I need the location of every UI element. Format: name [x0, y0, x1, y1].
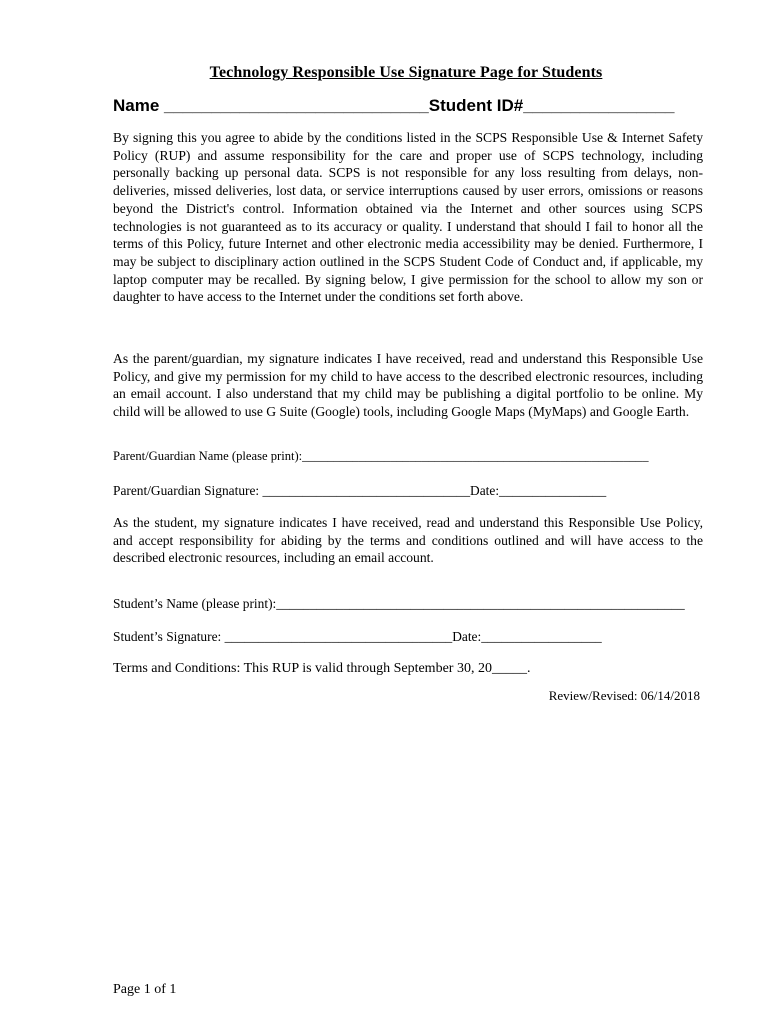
agreement-paragraph: By signing this you agree to abide by the conditions listed in the SCPS Responsible Use & Internet Safety Policy (RUP) and assume responsibility for the care and proper use of SCPS technology, including personally backing up personal data. SCPS is not responsible for any loss resulting from delays, non-deliveries, missed deliveries, lost data, or service interruptions caused by user errors, omissions or reasons beyond the District's control. Information obtained via the Internet and other sources using SCPS technologies is not guaranteed as to its accuracy or quality. I understand that should I fail to honor all the terms of this Policy, future Internet and other electronic media accessibility may be denied. Furthermore, I may be subject to disciplinary action outlined in the SCPS Student Code of Conduct and, if applicable, my laptop computer may be recalled. By signing below, I give permission for the school to allow my son or daughter to have access to the Internet under the conditions set forth above.: [113, 130, 703, 305]
page-title: Technology Responsible Use Signature Page for Students: [209, 64, 603, 81]
name-student-id-line: Name ____________________________Student ID#________________: [113, 96, 675, 115]
terms-and-conditions: Terms and Conditions: This RUP is valid through September 30, 20_____.: [113, 661, 531, 676]
page-number: Page 1 of 1: [113, 982, 177, 997]
revision-date: Review/Revised: 06/14/2018: [548, 688, 700, 703]
student-consent-paragraph: As the student, my signature indicates I have received, read and understand this Responsible Use Policy, and accept responsibility for abiding by the terms and conditions outlined and will have access to the described electronic resources, including an email account.: [113, 515, 703, 566]
parent-name-field: Parent/Guardian Name (please print):_______________________________________________________: [113, 449, 649, 463]
parent-signature-field: Parent/Guardian Signature: _______________________________Date:________________: [113, 483, 607, 498]
student-name-field: Student’s Name (please print):_____________________________________________________________: [113, 596, 685, 611]
student-signature-field: Student’s Signature: __________________________________Date:__________________: [113, 629, 602, 644]
parent-consent-paragraph: As the parent/guardian, my signature indicates I have received, read and understand this Responsible Use Policy, and give my permission for my child to have access to the described electronic resources, including an email account. I also understand that my child may be publishing a digital portfolio to be online. My child will be allowed to use G Suite (Google) tools, including Google Maps (MyMaps) and Google Earth.: [113, 351, 703, 420]
